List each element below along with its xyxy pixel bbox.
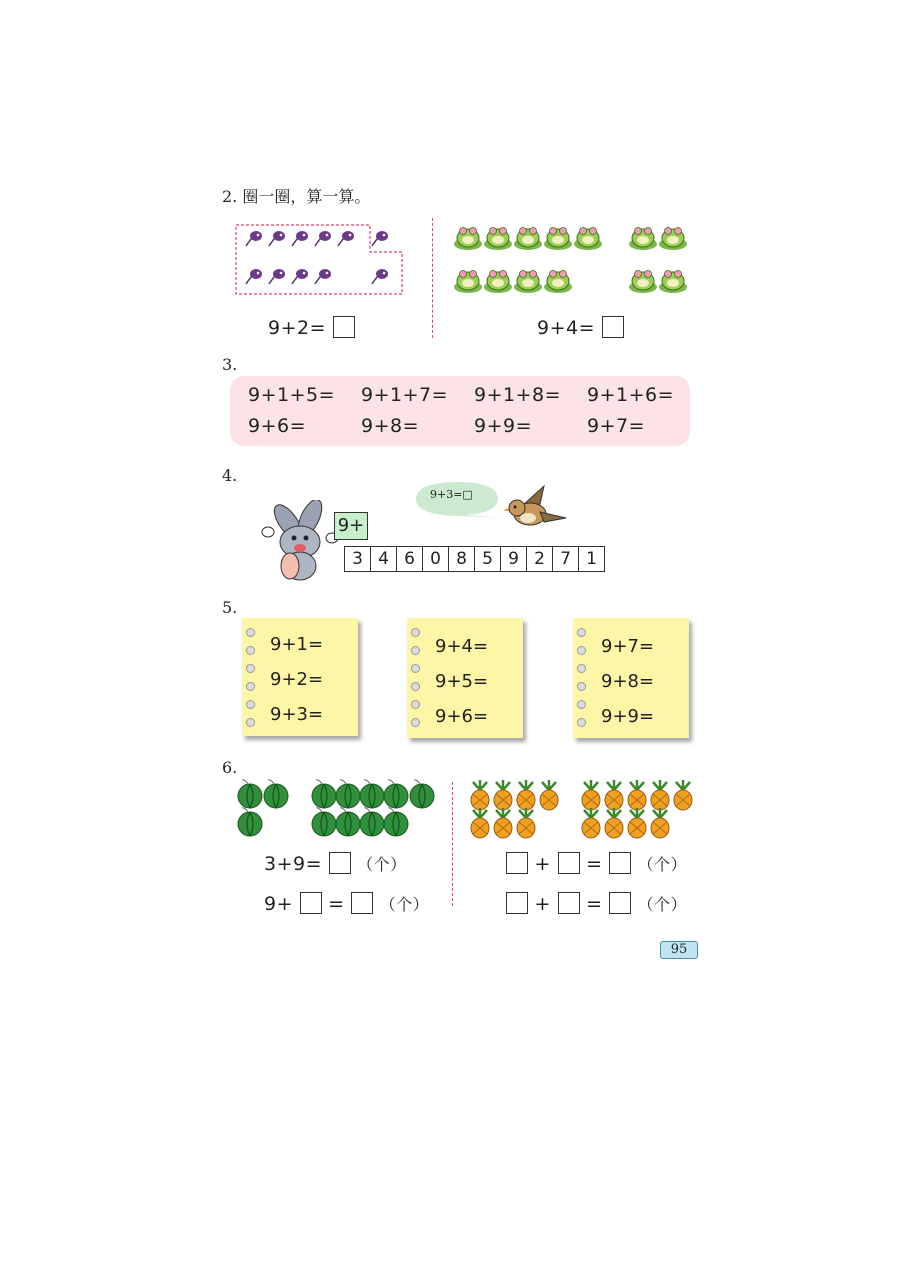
frog-icon xyxy=(629,228,657,251)
pineapple-icon xyxy=(517,780,535,810)
pineapple-icon xyxy=(517,808,535,838)
digit-cell: 6 xyxy=(397,547,423,571)
watermelon-group xyxy=(234,776,444,844)
section-6-left-equation-2 xyxy=(264,892,429,915)
equation-text: 9+ xyxy=(264,893,294,915)
tadpole-icon xyxy=(292,269,308,284)
tadpole-icon xyxy=(246,231,262,246)
note-card xyxy=(242,618,358,736)
section-6-right-equation-2 xyxy=(506,892,687,915)
equation: 9+4= xyxy=(435,636,489,657)
page-number: 95 xyxy=(670,942,688,957)
frog-icon xyxy=(454,271,482,294)
tadpole-icon xyxy=(269,269,285,284)
answer-box[interactable] xyxy=(609,892,631,914)
watermelon-icon xyxy=(264,780,288,808)
watermelon-icon xyxy=(238,780,262,808)
digit-cell: 1 xyxy=(586,549,597,569)
equation: 9+5= xyxy=(435,671,489,692)
tadpole-icon xyxy=(372,269,388,284)
section-2-right-equation xyxy=(537,316,624,339)
section-2-left-equation xyxy=(268,316,355,339)
frog-icon xyxy=(544,271,572,294)
equation: 9+1= xyxy=(270,634,324,655)
unit-label: （个） xyxy=(637,895,688,914)
answer-box[interactable] xyxy=(506,892,528,914)
sign-card xyxy=(334,512,368,540)
equation: 9+6= xyxy=(435,706,489,727)
answer-box[interactable] xyxy=(506,852,528,874)
unit-label: （个） xyxy=(637,855,688,874)
tadpole-icon xyxy=(246,269,262,284)
watermelon-icon xyxy=(312,808,336,836)
section-3-number: 3. xyxy=(222,355,238,374)
frog-icon xyxy=(659,271,687,294)
watermelon-icon xyxy=(360,780,384,808)
pineapple-icon xyxy=(494,780,512,810)
section-3-panel xyxy=(230,376,690,446)
section-2-heading: 2. 圈一圈，算一算。 xyxy=(222,187,371,206)
pineapple-icon xyxy=(628,808,646,838)
answer-box[interactable] xyxy=(558,852,580,874)
speech-bubble xyxy=(414,480,510,522)
pineapple-icon xyxy=(651,808,669,838)
answer-box[interactable] xyxy=(558,892,580,914)
frog-icon xyxy=(514,228,542,251)
tadpole-icon xyxy=(292,231,308,246)
pineapple-icon xyxy=(651,780,669,810)
frog-group xyxy=(450,218,700,302)
section-6-left-equation-1 xyxy=(264,852,407,875)
watermelon-icon xyxy=(384,780,408,808)
equation: 9+1+5= xyxy=(248,384,336,406)
equation: 9+7= xyxy=(587,415,646,437)
answer-box[interactable] xyxy=(609,852,631,874)
equals-sign: = xyxy=(586,893,603,915)
pineapple-icon xyxy=(540,780,558,810)
pineapple-icon xyxy=(471,780,489,810)
equation: 9+8= xyxy=(361,415,420,437)
unit-label: （个） xyxy=(379,895,430,914)
equation: 9+9= xyxy=(474,415,533,437)
digit-cell: 7 xyxy=(553,547,579,571)
watermelon-icon xyxy=(336,780,360,808)
equation: 9+2= xyxy=(270,669,324,690)
pineapple-icon xyxy=(605,780,623,810)
note-card xyxy=(407,618,523,738)
equals-sign: = xyxy=(586,853,603,875)
watermelon-icon xyxy=(312,780,336,808)
bird-illustration xyxy=(500,484,570,532)
tadpole-group xyxy=(232,222,412,300)
equation-text: 9+4= xyxy=(537,317,596,339)
frog-icon xyxy=(514,271,542,294)
sign-text: 9+ xyxy=(337,515,365,536)
pineapple-icon xyxy=(628,780,646,810)
plus-sign: + xyxy=(534,893,551,915)
tadpole-icon xyxy=(315,231,331,246)
pineapple-icon xyxy=(674,780,692,810)
frog-icon xyxy=(544,228,572,251)
section-5-number: 5. xyxy=(222,598,238,617)
bubble-text: 9+3=□ xyxy=(430,488,473,501)
section-6-number: 6. xyxy=(222,758,238,777)
answer-box[interactable] xyxy=(333,316,355,338)
plus-sign: + xyxy=(534,853,551,875)
equals-sign: = xyxy=(328,893,345,915)
tadpole-icon xyxy=(372,231,388,246)
equation: 9+8= xyxy=(601,671,655,692)
page-number-badge xyxy=(660,941,698,959)
answer-box[interactable] xyxy=(329,852,351,874)
pineapple-icon xyxy=(582,808,600,838)
tadpole-icon xyxy=(269,231,285,246)
section-6-divider xyxy=(452,782,453,906)
digit-cell: 8 xyxy=(449,547,475,571)
digit-cell: 5 xyxy=(475,547,501,571)
equation: 9+9= xyxy=(601,706,655,727)
pineapple-icon xyxy=(494,808,512,838)
tadpole-icon xyxy=(315,269,331,284)
frog-icon xyxy=(659,228,687,251)
digit-cell: 4 xyxy=(371,547,397,571)
watermelon-icon xyxy=(336,808,360,836)
frog-icon xyxy=(484,271,512,294)
answer-box[interactable] xyxy=(300,892,322,914)
note-card xyxy=(573,618,689,738)
tadpole-icon xyxy=(338,231,354,246)
equation: 9+7= xyxy=(601,636,655,657)
pineapple-icon xyxy=(471,808,489,838)
frog-icon xyxy=(629,271,657,294)
pineapple-icon xyxy=(582,780,600,810)
unit-label: （个） xyxy=(357,855,407,874)
digit-cell: 2 xyxy=(527,547,553,571)
frog-icon xyxy=(484,228,512,251)
equation: 9+1+7= xyxy=(361,384,449,406)
digit-cell: 9 xyxy=(501,547,527,571)
equation: 9+6= xyxy=(248,415,307,437)
pineapple-icon xyxy=(605,808,623,838)
equation: 9+3= xyxy=(270,704,324,725)
pineapple-group xyxy=(466,778,702,844)
equation: 9+1+8= xyxy=(474,384,562,406)
section-2-divider xyxy=(432,218,433,338)
digit-strip xyxy=(344,546,605,572)
section-6-right-equation-1 xyxy=(506,852,687,875)
answer-box[interactable] xyxy=(602,316,624,338)
section-4-number: 4. xyxy=(222,466,238,485)
equation-text: 3+9= xyxy=(264,853,323,875)
digit-cell: 3 xyxy=(345,547,371,571)
answer-box[interactable] xyxy=(351,892,373,914)
digit-cell: 0 xyxy=(423,547,449,571)
watermelon-icon xyxy=(238,808,262,836)
frog-icon xyxy=(574,228,602,251)
equation: 9+1+6= xyxy=(587,384,675,406)
frog-icon xyxy=(454,228,482,251)
watermelon-icon xyxy=(360,808,384,836)
watermelon-icon xyxy=(410,780,434,808)
rabbit-illustration xyxy=(260,500,340,582)
equation-text: 9+2= xyxy=(268,317,327,339)
watermelon-icon xyxy=(384,808,408,836)
